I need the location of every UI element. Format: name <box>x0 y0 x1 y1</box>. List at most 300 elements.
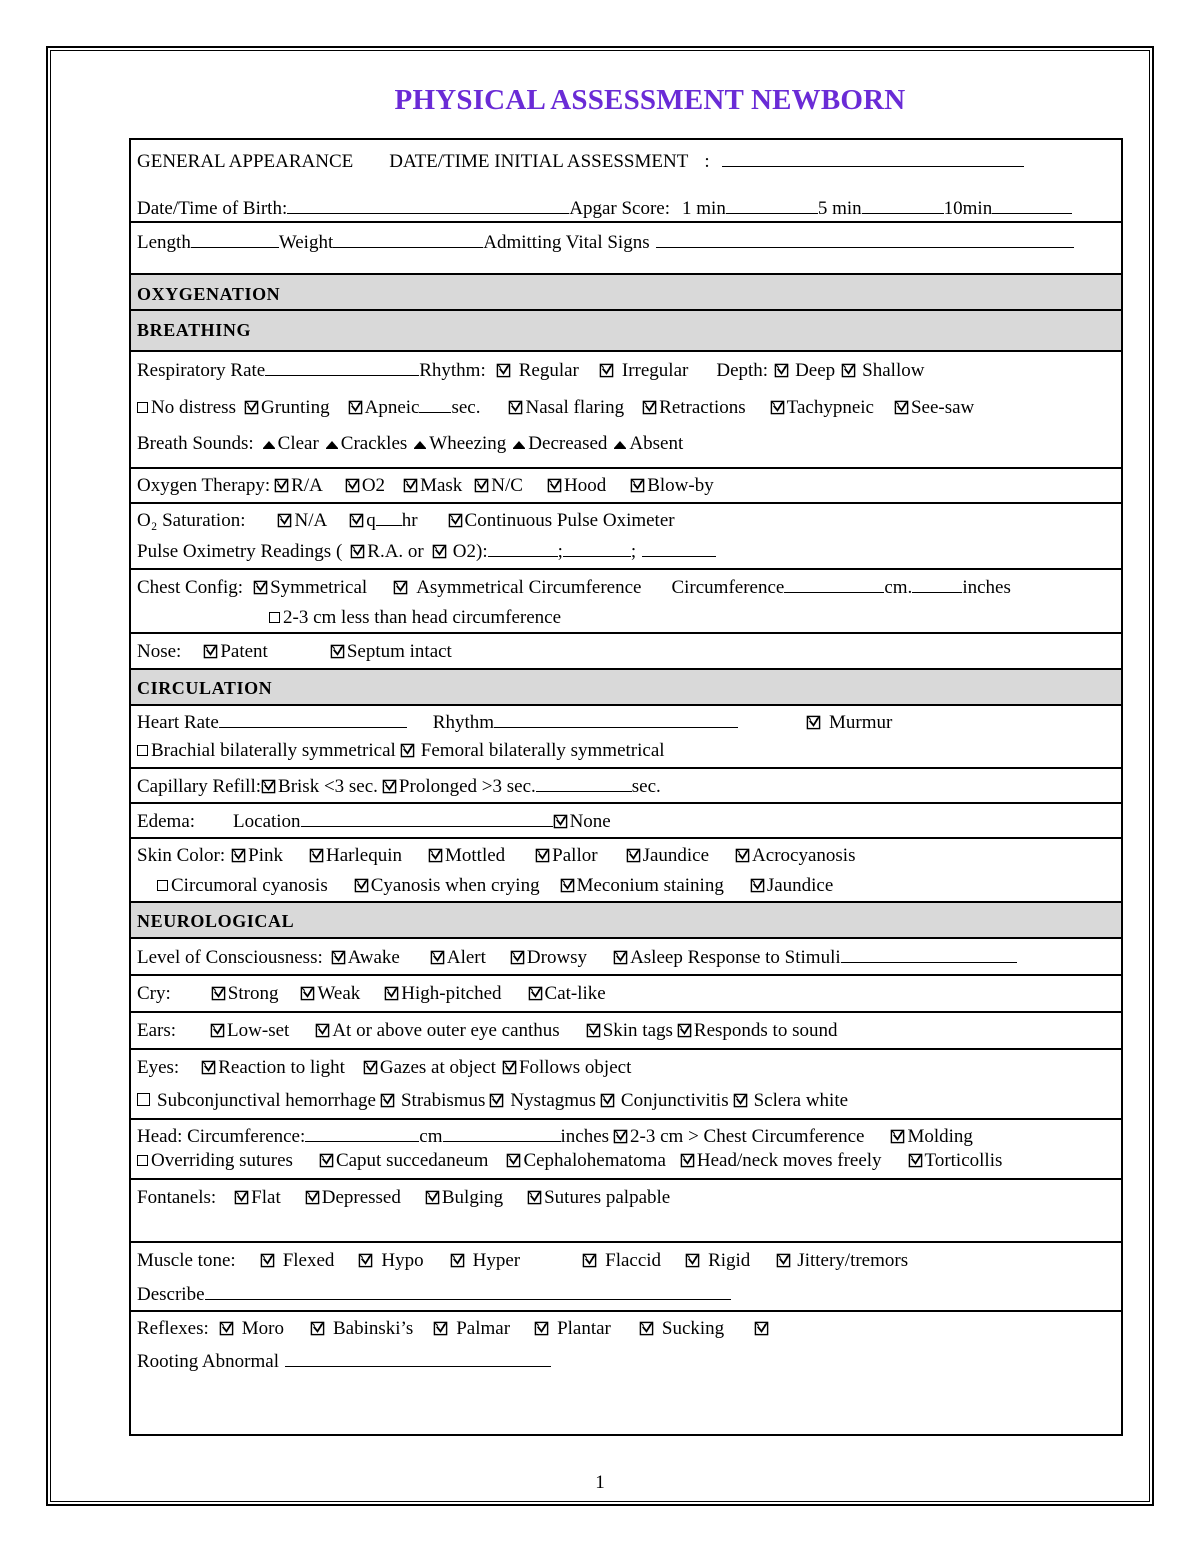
absent-label: Absent <box>629 433 684 454</box>
breathing-line-3 <box>137 433 683 455</box>
no-distress-label: No distress <box>151 397 236 418</box>
page-title: PHYSICAL ASSESSMENT NEWBORN <box>394 84 906 116</box>
ears-row <box>131 1013 1121 1050</box>
general-line-2 <box>137 197 1072 220</box>
blowby-label: Blow-by <box>647 475 714 496</box>
apgar-label: Apgar Score: <box>569 198 671 219</box>
flexed-label: Flexed <box>282 1250 335 1271</box>
o2-saturation-row <box>131 504 1121 570</box>
apgar-1-field[interactable] <box>726 197 818 214</box>
grunting-label: Grunting <box>260 397 330 418</box>
fontanels-line <box>137 1187 670 1209</box>
above-canthus-label: At or above outer eye canthus <box>332 1020 560 1041</box>
absent-option-icon[interactable] <box>613 439 627 449</box>
initial-assessment-field[interactable] <box>722 150 1024 167</box>
apgar-10-label: 10min <box>943 198 993 219</box>
head-neck-label: Head/neck moves freely <box>696 1150 882 1171</box>
murmur-label: Murmur <box>829 712 893 733</box>
hypo-checkbox[interactable] <box>358 1253 373 1268</box>
drowsy-checkbox[interactable] <box>510 950 525 965</box>
chest-inches-field[interactable] <box>912 576 962 593</box>
sclera-label: Sclera white <box>753 1090 849 1111</box>
readings-separator-1: ; <box>557 541 563 562</box>
head-cm-label: cm <box>419 1126 443 1147</box>
skin-color-row <box>131 839 1121 903</box>
chest-symmetrical-label: Symmetrical <box>270 577 368 598</box>
edema-location-field[interactable] <box>301 810 553 827</box>
strong-label: Strong <box>227 983 279 1004</box>
meconium-label: Meconium staining <box>576 875 724 896</box>
brachial-label: Brachial bilaterally symmetrical <box>151 740 396 761</box>
cephalo-checkbox[interactable] <box>506 1153 521 1168</box>
sclera-checkbox[interactable] <box>733 1093 748 1108</box>
o2-saturation-label: O₂ Saturation: <box>137 510 246 531</box>
readings-o2-checkbox[interactable] <box>432 544 447 559</box>
awake-checkbox[interactable] <box>331 950 346 965</box>
weak-label: Weak <box>317 983 361 1004</box>
apneic-field[interactable] <box>419 396 451 413</box>
cap-refill-line <box>137 775 661 798</box>
edema-line <box>137 810 611 833</box>
eyes-line-1 <box>137 1057 631 1079</box>
harlequin-checkbox[interactable] <box>309 848 324 863</box>
sat-na-label: N/A <box>294 510 328 531</box>
sat-hr-label: hr <box>401 510 418 531</box>
rooting-label: Rooting Abnormal <box>137 1351 279 1372</box>
readings-label: Pulse Oximetry Readings ( <box>137 541 343 562</box>
cap-refill-sec-label: sec. <box>631 776 661 797</box>
vitals-field[interactable] <box>656 231 1074 248</box>
breathing-row <box>131 352 1121 469</box>
follows-label: Follows object <box>518 1057 632 1078</box>
chest-symmetrical-checkbox[interactable] <box>253 580 268 595</box>
subconj-label: Subconjunctival hemorrhage <box>157 1090 376 1111</box>
continuous-oximeter-label: Continuous Pulse Oximeter <box>464 510 675 531</box>
weak-checkbox[interactable] <box>300 986 315 1001</box>
babinski-label: Babinski’s <box>333 1318 414 1339</box>
sutures-label: Sutures palpable <box>544 1187 671 1208</box>
harlequin-label: Harlequin <box>326 845 402 866</box>
shallow-checkbox[interactable] <box>841 363 856 378</box>
heart-rate-field[interactable] <box>219 711 407 728</box>
edema-label: Edema: <box>137 811 196 832</box>
measure-row <box>131 223 1121 275</box>
gazes-label: Gazes at object <box>379 1057 496 1078</box>
chest-cm-label: cm. <box>884 577 913 598</box>
murmur-checkbox[interactable] <box>806 715 821 730</box>
pallor-checkbox[interactable] <box>535 848 550 863</box>
resp-rate-label: Respiratory Rate <box>137 360 266 381</box>
chest-asymmetrical-checkbox[interactable] <box>393 580 408 595</box>
weight-label: Weight <box>278 232 334 253</box>
alert-checkbox[interactable] <box>430 950 445 965</box>
cyanosis-crying-label: Cyanosis when crying <box>370 875 540 896</box>
flexed-checkbox[interactable] <box>260 1253 275 1268</box>
ra-label: R/A <box>291 475 323 496</box>
readings-ra-label: R.A. or <box>367 541 424 562</box>
flaccid-checkbox[interactable] <box>582 1253 597 1268</box>
measure-line <box>137 231 1074 254</box>
o2-saturation-line-1 <box>137 509 675 532</box>
septum-checkbox[interactable] <box>330 644 345 659</box>
apgar-10-field[interactable] <box>992 197 1072 214</box>
head-23-label: 2-3 cm > Chest Circumference <box>630 1126 865 1147</box>
nasal-flaring-checkbox[interactable] <box>508 400 523 415</box>
breathing-line-1 <box>137 359 924 382</box>
asleep-label: Asleep Response to Stimuli <box>630 947 841 968</box>
jittery-checkbox[interactable] <box>776 1253 791 1268</box>
clear-option-icon[interactable] <box>262 439 276 449</box>
less-head-checkbox[interactable] <box>269 612 280 623</box>
blowby-checkbox[interactable] <box>630 478 645 493</box>
moro-checkbox[interactable] <box>219 1321 234 1336</box>
heart-rate-label: Heart Rate <box>137 712 219 733</box>
follows-checkbox[interactable] <box>502 1060 517 1075</box>
high-pitched-label: High-pitched <box>401 983 502 1004</box>
molding-label: Molding <box>907 1126 973 1147</box>
oxygen-therapy-label: Oxygen Therapy: <box>137 475 271 496</box>
consciousness-row <box>131 939 1121 976</box>
chest-config-line-2 <box>269 607 561 629</box>
cry-label: Cry: <box>137 983 171 1004</box>
mottled-checkbox[interactable] <box>428 848 443 863</box>
regular-label: Regular <box>518 360 579 381</box>
sat-q-field[interactable] <box>376 509 402 526</box>
rhythm-label: Rhythm: <box>419 360 486 381</box>
general-appearance-label: GENERAL APPEARANCE <box>137 151 354 172</box>
mask-label: Mask <box>420 475 463 496</box>
patent-label: Patent <box>220 641 268 662</box>
babinski-checkbox[interactable] <box>310 1321 325 1336</box>
depth-label: Depth: <box>716 360 769 381</box>
alert-label: Alert <box>446 947 486 968</box>
cyanosis-crying-checkbox[interactable] <box>354 878 369 893</box>
edema-none-label: None <box>569 811 611 832</box>
oxygen-therapy-row <box>131 469 1121 504</box>
circulation-header <box>131 670 1121 706</box>
chest-inches-label: inches <box>962 577 1011 598</box>
o2-checkbox[interactable] <box>345 478 360 493</box>
heart-rhythm-field[interactable] <box>494 711 738 728</box>
hypo-label: Hypo <box>381 1250 424 1271</box>
retractions-checkbox[interactable] <box>642 400 657 415</box>
low-set-label: Low-set <box>227 1020 290 1041</box>
torticollis-checkbox[interactable] <box>908 1153 923 1168</box>
head-neck-checkbox[interactable] <box>680 1153 695 1168</box>
retractions-label: Retractions <box>659 397 746 418</box>
eyes-label: Eyes: <box>137 1057 180 1078</box>
oxygenation-header <box>131 275 1121 311</box>
jaundice-checkbox[interactable] <box>626 848 641 863</box>
pallor-label: Pallor <box>552 845 598 866</box>
o2-saturation-line-2 <box>137 540 716 563</box>
skin-color-line-2 <box>157 875 833 897</box>
low-set-checkbox[interactable] <box>210 1023 225 1038</box>
ears-line <box>137 1020 837 1042</box>
head-line-1 <box>137 1125 973 1148</box>
mask-checkbox[interactable] <box>403 478 418 493</box>
breath-sounds-label: Breath Sounds: <box>137 433 254 454</box>
pink-label: Pink <box>248 845 284 866</box>
fontanels-label: Fontanels: <box>137 1187 217 1208</box>
birth-field[interactable] <box>287 197 569 214</box>
breathing-line-2 <box>137 396 974 419</box>
skin-color-label: Skin Color: <box>137 845 226 866</box>
skin-tags-checkbox[interactable] <box>586 1023 601 1038</box>
readings-o2-label: O2): <box>452 541 488 562</box>
conjunctivitis-checkbox[interactable] <box>600 1093 615 1108</box>
brisk-checkbox[interactable] <box>261 779 276 794</box>
head-line-2 <box>137 1150 1002 1172</box>
sucking-label: Sucking <box>661 1318 725 1339</box>
nystagmus-label: Nystagmus <box>510 1090 596 1111</box>
oxygenation-title: OXYGENATION <box>137 284 281 304</box>
subconj-checkbox[interactable] <box>137 1093 150 1106</box>
muscle-tone-row <box>131 1243 1121 1312</box>
plantar-label: Plantar <box>557 1318 611 1339</box>
describe-field[interactable] <box>205 1283 731 1300</box>
nose-label: Nose: <box>137 641 182 662</box>
eyes-row <box>131 1050 1121 1120</box>
pink-checkbox[interactable] <box>231 848 246 863</box>
irregular-label: Irregular <box>621 360 689 381</box>
eyes-line-2 <box>137 1090 848 1112</box>
assessment-form <box>129 138 1123 1436</box>
jaundice-label: Jaundice <box>642 845 710 866</box>
overriding-checkbox[interactable] <box>137 1155 148 1166</box>
nc-checkbox[interactable] <box>474 478 489 493</box>
circulation-title: CIRCULATION <box>137 678 273 698</box>
circumoral-checkbox[interactable] <box>157 880 168 891</box>
skin-tags-label: Skin tags <box>602 1020 673 1041</box>
general-row <box>131 140 1121 223</box>
chest-config-label: Chest Config: <box>137 577 244 598</box>
strabismus-checkbox[interactable] <box>380 1093 395 1108</box>
molding-checkbox[interactable] <box>890 1129 905 1144</box>
apgar-5-field[interactable] <box>862 197 944 214</box>
chest-asymmetrical-label: Asymmetrical Circumference <box>416 577 642 598</box>
femoral-checkbox[interactable] <box>400 743 415 758</box>
length-field[interactable] <box>191 231 279 248</box>
apgar-1-label: 1 min <box>682 198 726 219</box>
readings-ra-checkbox[interactable] <box>350 544 365 559</box>
stimuli-response-field[interactable] <box>841 946 1017 963</box>
breathing-header <box>131 311 1121 352</box>
cry-line <box>137 983 606 1005</box>
head-cm-field[interactable] <box>305 1125 419 1142</box>
moro-label: Moro <box>241 1318 284 1339</box>
prolonged-checkbox[interactable] <box>382 779 397 794</box>
prolonged-label: Prolonged >3 sec. <box>398 776 536 797</box>
deep-checkbox[interactable] <box>774 363 789 378</box>
reaction-light-checkbox[interactable] <box>201 1060 216 1075</box>
cat-like-checkbox[interactable] <box>528 986 543 1001</box>
jittery-label: Jittery/tremors <box>797 1250 909 1271</box>
head-inches-label: inches <box>560 1126 610 1147</box>
reading-2-field[interactable] <box>563 540 631 557</box>
cephalo-label: Cephalohematoma <box>523 1150 666 1171</box>
muscle-tone-label: Muscle tone: <box>137 1250 236 1271</box>
apneic-checkbox[interactable] <box>348 400 363 415</box>
hood-label: Hood <box>563 475 607 496</box>
chest-config-line-1 <box>137 576 1011 599</box>
oxygen-therapy-line <box>137 475 714 497</box>
hyper-checkbox[interactable] <box>450 1253 465 1268</box>
ears-label: Ears: <box>137 1020 177 1041</box>
nasal-flaring-label: Nasal flaring <box>525 397 625 418</box>
readings-separator-2: ; <box>630 541 637 562</box>
reading-3-field[interactable] <box>642 540 716 557</box>
vitals-label: Admitting Vital Signs <box>483 232 650 253</box>
chest-cm-field[interactable] <box>784 576 884 593</box>
initial-assessment-label: DATE/TIME INITIAL ASSESSMENT <box>389 151 689 172</box>
wheezing-label: Wheezing <box>429 433 507 454</box>
sat-na-checkbox[interactable] <box>277 513 292 528</box>
head-23-checkbox[interactable] <box>613 1129 628 1144</box>
acrocyanosis-label: Acrocyanosis <box>752 845 856 866</box>
bulging-checkbox[interactable] <box>425 1190 440 1205</box>
reflexes-line-1 <box>137 1318 771 1340</box>
conjunctivitis-label: Conjunctivitis <box>620 1090 729 1111</box>
heart-line-2 <box>137 740 665 762</box>
cap-refill-sec-field[interactable] <box>536 775 632 792</box>
reading-1-field[interactable] <box>488 540 558 557</box>
palmar-label: Palmar <box>456 1318 511 1339</box>
head-row <box>131 1120 1121 1180</box>
rigid-label: Rigid <box>708 1250 751 1271</box>
cry-row <box>131 976 1121 1013</box>
shallow-label: Shallow <box>862 360 925 381</box>
neurological-header <box>131 903 1121 939</box>
less-head-label: 2-3 cm less than head circumference <box>283 607 562 628</box>
patent-checkbox[interactable] <box>203 644 218 659</box>
rigid-checkbox[interactable] <box>685 1253 700 1268</box>
femoral-label: Femoral bilaterally symmetrical <box>420 740 665 761</box>
nose-row <box>131 634 1121 670</box>
responds-sound-checkbox[interactable] <box>677 1023 692 1038</box>
palmar-checkbox[interactable] <box>433 1321 448 1336</box>
plantar-checkbox[interactable] <box>534 1321 549 1336</box>
flat-label: Flat <box>251 1187 281 1208</box>
deep-label: Deep <box>795 360 836 381</box>
cap-refill-row <box>131 769 1121 804</box>
caput-checkbox[interactable] <box>319 1153 334 1168</box>
see-saw-checkbox[interactable] <box>894 400 909 415</box>
asleep-checkbox[interactable] <box>613 950 628 965</box>
hood-checkbox[interactable] <box>547 478 562 493</box>
chest-config-row <box>131 570 1121 634</box>
above-canthus-checkbox[interactable] <box>315 1023 330 1038</box>
rooting-checkbox[interactable] <box>754 1321 769 1336</box>
irregular-checkbox[interactable] <box>599 363 614 378</box>
reflexes-row <box>131 1312 1121 1434</box>
grunting-checkbox[interactable] <box>244 400 259 415</box>
rooting-field[interactable] <box>285 1350 551 1367</box>
cap-refill-label: Capillary Refill: <box>137 776 262 797</box>
acrocyanosis-checkbox[interactable] <box>735 848 750 863</box>
length-label: Length <box>137 232 191 253</box>
breathing-title: BREATHING <box>137 320 252 340</box>
meconium-checkbox[interactable] <box>560 878 575 893</box>
weight-field[interactable] <box>333 231 483 248</box>
sat-q-checkbox[interactable] <box>349 513 364 528</box>
muscle-tone-line-1 <box>137 1250 908 1272</box>
page-number: 1 <box>595 1472 605 1493</box>
heart-rhythm-label: Rhythm <box>432 712 494 733</box>
general-line-1 <box>137 150 1024 173</box>
jaundice-2-checkbox[interactable] <box>750 878 765 893</box>
clear-label: Clear <box>277 433 319 454</box>
crackles-option-icon[interactable] <box>325 439 339 449</box>
high-pitched-checkbox[interactable] <box>384 986 399 1001</box>
depressed-label: Depressed <box>321 1187 401 1208</box>
responds-sound-label: Responds to sound <box>693 1020 838 1041</box>
muscle-tone-line-2 <box>137 1283 731 1306</box>
depressed-checkbox[interactable] <box>305 1190 320 1205</box>
decreased-option-icon[interactable] <box>512 439 526 449</box>
no-distress-checkbox[interactable] <box>137 402 148 413</box>
reaction-light-label: Reaction to light <box>218 1057 345 1078</box>
apgar-5-label: 5 min <box>817 198 862 219</box>
cat-like-label: Cat-like <box>544 983 606 1004</box>
nc-label: N/C <box>491 475 523 496</box>
flat-checkbox[interactable] <box>234 1190 249 1205</box>
jaundice-2-label: Jaundice <box>766 875 834 896</box>
ra-checkbox[interactable] <box>274 478 289 493</box>
reflexes-label: Reflexes: <box>137 1318 209 1339</box>
bulging-label: Bulging <box>441 1187 504 1208</box>
tachypneic-label: Tachypneic <box>786 397 874 418</box>
decreased-label: Decreased <box>528 433 608 454</box>
nystagmus-checkbox[interactable] <box>489 1093 504 1108</box>
apneic-label: Apneic <box>364 397 420 418</box>
crackles-label: Crackles <box>340 433 408 454</box>
neurological-title: NEUROLOGICAL <box>137 911 295 931</box>
gazes-checkbox[interactable] <box>363 1060 378 1075</box>
consciousness-label: Level of Consciousness: <box>137 947 323 968</box>
brachial-checkbox[interactable] <box>137 745 148 756</box>
colon: : <box>704 151 710 172</box>
resp-rate-field[interactable] <box>265 359 419 376</box>
mottled-label: Mottled <box>445 845 506 866</box>
flaccid-label: Flaccid <box>605 1250 662 1271</box>
overriding-label: Overriding sutures <box>151 1150 293 1171</box>
chest-circumference-label: Circumference <box>671 577 785 598</box>
apneic-sec-label: sec. <box>451 397 481 418</box>
strong-checkbox[interactable] <box>211 986 226 1001</box>
caput-label: Caput succedaneum <box>335 1150 489 1171</box>
regular-checkbox[interactable] <box>496 363 511 378</box>
edema-none-checkbox[interactable] <box>553 814 568 829</box>
sucking-checkbox[interactable] <box>639 1321 654 1336</box>
edema-row <box>131 804 1121 839</box>
see-saw-label: See-saw <box>910 397 975 418</box>
continuous-oximeter-checkbox[interactable] <box>448 513 463 528</box>
hyper-label: Hyper <box>472 1250 521 1271</box>
torticollis-label: Torticollis <box>924 1150 1003 1171</box>
tachypneic-checkbox[interactable] <box>770 400 785 415</box>
birth-label: Date/Time of Birth: <box>137 198 288 219</box>
brisk-label: Brisk <3 sec. <box>278 776 378 797</box>
nose-line <box>137 641 452 663</box>
describe-label: Describe <box>137 1284 205 1305</box>
head-label: Head: Circumference: <box>137 1126 306 1147</box>
head-inches-field[interactable] <box>443 1125 561 1142</box>
wheezing-option-icon[interactable] <box>413 439 427 449</box>
sutures-checkbox[interactable] <box>527 1190 542 1205</box>
skin-color-line-1 <box>137 845 855 867</box>
circumoral-label: Circumoral cyanosis <box>171 875 328 896</box>
